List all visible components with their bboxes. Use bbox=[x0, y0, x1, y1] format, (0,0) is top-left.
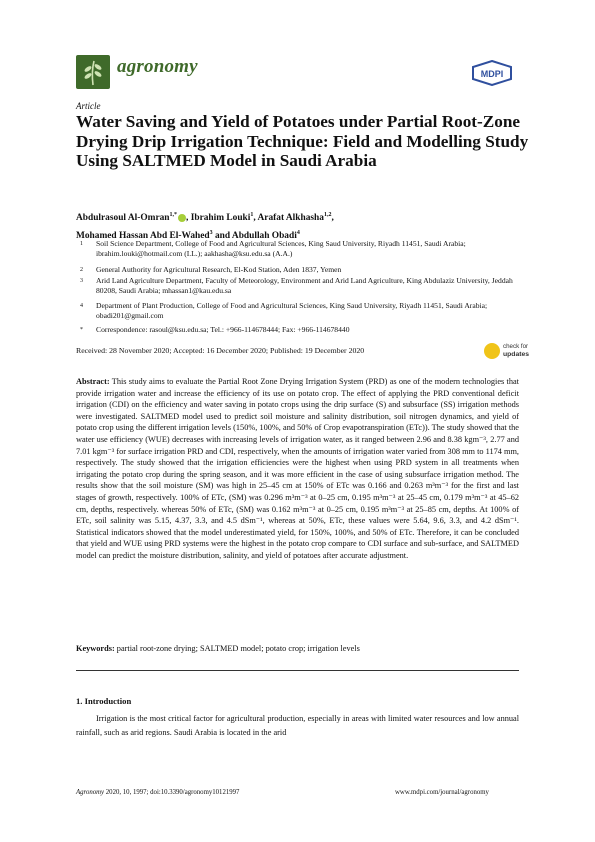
author-list bbox=[76, 208, 536, 243]
abstract-label: Abstract: bbox=[76, 377, 110, 386]
keywords-label: Keywords: bbox=[76, 644, 115, 653]
author-name: Ibrahim Louki bbox=[190, 213, 251, 224]
publication-dates: Received: 28 November 2020; Accepted: 16 December 2020; Published: 19 December 2020 bbox=[76, 346, 365, 355]
journal-logo bbox=[76, 55, 110, 89]
author-affiliation-marker: 1,* bbox=[169, 212, 178, 218]
affiliation-number: 3 bbox=[80, 278, 83, 284]
affiliation-item bbox=[76, 301, 531, 322]
mdpi-logo-text: MDPI bbox=[480, 69, 504, 79]
author-separator: , bbox=[331, 213, 334, 224]
author-affiliation-marker: 1,2 bbox=[323, 212, 332, 218]
affiliation-text: General Authority for Agricultural Research, El-Kod Station, Aden 1837, Yemen bbox=[96, 265, 342, 274]
author-name: Arafat Alkhasha bbox=[257, 213, 324, 224]
keywords-text: partial root-zone drying; SALTMED model; potato crop; irrigation levels bbox=[114, 644, 360, 653]
author-name: Mohamed Hassan Abd El-Wahed bbox=[76, 230, 210, 241]
section-heading: 1. Introduction bbox=[76, 696, 132, 706]
affiliation-item bbox=[76, 325, 531, 335]
author-separator: and bbox=[212, 230, 232, 241]
footer-citation-rest: 2020, 10, 1997; doi:10.3390/agronomy10121997 bbox=[104, 789, 240, 796]
article-title: Water Saving and Yield of Potatoes under Partial Root-Zone Drying Drip Irrigation Technique: Field and Modelling Study Using SALTMED Model in Saudi Arabia bbox=[76, 112, 529, 171]
affiliation-number: * bbox=[80, 327, 83, 333]
section-divider bbox=[76, 670, 519, 671]
author-name: Abdullah Obadi bbox=[231, 230, 297, 241]
author-separator: , bbox=[186, 213, 191, 224]
orcid-icon[interactable] bbox=[178, 214, 186, 222]
abstract-text: This study aims to evaluate the Partial Root Zone Drying Irrigation System (PRD) as one of the modern technologies that provide irrigation water and increase the efficiency of its use on potato crop. The effect of applying the PRD conventional deficit irrigation (CDI) on the efficiency and water saving in potato crops using the drip surface (S) and subsurface (SS) irrigation methods were investigated. SALTMED model used to predict soil moisture and salinity distribution, soil nitrogen dynamics, and yield of potato crop using the different irrigation levels (150%, 100%, and 50% of Crop evapotranspiration (ETc)). The study showed that the water use efficiency (WUE) decreases with increasing levels of irrigation water, as it ranged between 2.96 and 8.38 kgm⁻³, 2.77 and 7.01 kgm⁻³ for surface irrigation PRD and CDI, respectively, when the amounts of irrigation water varied from 308 mm to 1174 mm, respectively. The study showed that the irrigation efficiencies were the highest when using PRD system in all treatments when irrigating the potato crop during the spring season, and it was more efficient in the case of using subsurface irrigation method. The results show that the soil moisture (SM) was high in 25–45 cm at 150% of ETc was 0.166 and 0.263 m³m⁻³ for the first and last stages of growth, respectively. 100% of ETc, (SM) was 0.296 m³m⁻³ at 0–25 cm, 0.195 m³m⁻³ at 25–45 cm, 0.179 m³m⁻³ at 45–62 cm, depths, respectively. whereas 50% of ETc, (SM) was 0.162 m³m⁻³ at 0–25 cm, 0.195 m³m⁻³ at 25–85 cm, depths. At 100% of ETc, soil salinity was 5.15, 4.37, 3.3, and 4.5 dSm⁻¹, whereas at 50%, ETc, these values were 5.64, 9.6, 3.3, and 4.2 dSm⁻¹. Statistical indicators showed that the model underestimated yield, for 150%, 100%, and 50% of ETc. Therefore, it can be concluded that yield and WUE using PRD systems were the highest in the potato crop compare to CDI surface and sub-surface, and SALTMED model can predict the moisture distribution, salinity, and yield of potatoes after accurate adjustment. bbox=[76, 377, 519, 560]
affiliation-text: Soil Science Department, College of Food and Agricultural Sciences, King Saud University, Riyadh 11451, Saudi Arabia; ibrahim.louki@hotmail.com (I.L.); aakhasha@ksu.edu.sa (A.A.) bbox=[96, 239, 466, 259]
author-affiliation-marker: 3 bbox=[209, 229, 213, 236]
article-type: Article bbox=[76, 101, 101, 111]
journal-name: agronomy bbox=[117, 56, 198, 77]
footer-url[interactable]: www.mdpi.com/journal/agronomy bbox=[395, 789, 489, 796]
affiliation-number: 1 bbox=[80, 241, 83, 247]
affiliation-number: 4 bbox=[80, 303, 83, 309]
abstract bbox=[76, 376, 519, 562]
mdpi-logo bbox=[470, 60, 514, 86]
affiliation-item bbox=[76, 265, 531, 275]
affiliation-text: Department of Plant Production, College of Food and Agricultural Sciences, King Saud University, Riyadh 11451, Saudi Arabia; obadi201@gmail.com bbox=[96, 301, 488, 321]
affiliation-item bbox=[76, 276, 531, 297]
affiliation-text: Correspondence: rasoul@ksu.edu.sa; Tel.: +966-114678444; Fax: +966-114678440 bbox=[96, 325, 350, 334]
footer-citation bbox=[76, 789, 239, 796]
check-updates-line1: check for bbox=[503, 343, 529, 350]
check-updates-icon bbox=[484, 343, 500, 359]
affiliation-number: 2 bbox=[80, 267, 83, 273]
affiliation-item bbox=[76, 239, 531, 260]
author-affiliation-marker: 1 bbox=[250, 212, 254, 218]
author-affiliation-marker: 4 bbox=[296, 229, 300, 236]
check-for-updates-badge[interactable] bbox=[484, 340, 532, 362]
author-separator: , bbox=[253, 213, 258, 224]
check-updates-line2: updates bbox=[503, 351, 530, 358]
author-name: Abdulrasoul Al-Omran bbox=[76, 213, 170, 224]
affiliation-text: Arid Land Agriculture Department, Faculty of Meteorology, Environment and Arid Land Agriculture, King Abdulaziz University, Jeddah 80208, Saudi Arabia; mhassan1@kau.edu.sa bbox=[96, 276, 513, 296]
keywords bbox=[76, 644, 519, 653]
section-paragraph: Irrigation is the most critical factor for agricultural production, especially in areas with limited water resources and low annual rainfall, such as arid regions. Saudi Arabia is located in the arid bbox=[76, 714, 519, 737]
footer-journal: Agronomy bbox=[76, 789, 105, 796]
